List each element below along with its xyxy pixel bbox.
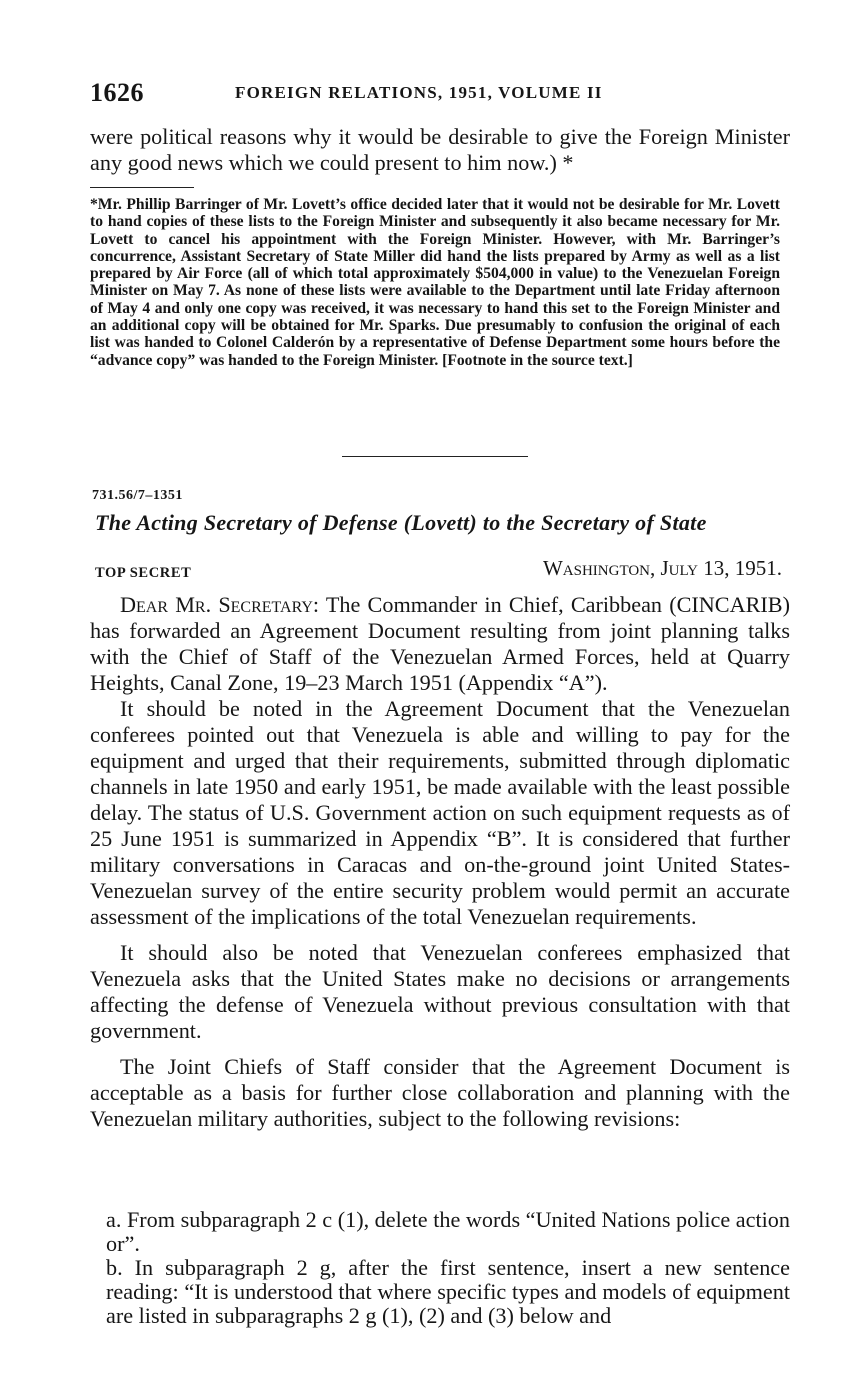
letter-paragraph-3: It should also be noted that Venezuelan conferees emphasized that Venezuela asks that the United States make no decisions or arrangements affecting the defense of Venezuela without previous consultation with that government.: [90, 940, 790, 1043]
continuation-text: were political reasons why it would be desirable to give the Foreign Minister any good news which we could present to him now.) *: [90, 124, 790, 175]
continuation-paragraph: [90, 124, 790, 176]
letter-body: [90, 592, 790, 1132]
letter-paragraph-2: It should be noted in the Agreement Document that the Venezuelan conferees pointed out that Venezuela is able and willing to pay for the equipment and urged that their requirements, submitted through diplomatic channels in late 1950 and early 1951, be made available with the least possible delay. The status of U.S. Government action on such equipment requests as of 25 June 1951 is summarized in Appendix “B”. It is considered that further military conversations in Caracas and on-the-ground joint United States-Venezuelan survey of the entire security problem would permit an accurate assessment of the implications of the total Venezuelan requirements.: [90, 696, 790, 929]
paragraph-1-text: The Commander in Chief, Caribbean (CINCARIB) has forwarded an Agreement Document resulting from joint planning talks with the Chief of Staff of the Venezuelan Armed Forces, held at Quarry Heights, Canal Zone, 19–23 March 1951 (Appendix “A”).: [90, 592, 790, 695]
revision-a: a. From subparagraph 2 c (1), delete the words “United Nations police action or”.: [106, 1207, 790, 1256]
page-number: 1626: [90, 78, 144, 107]
dateline: Washington, July 13, 1951.: [542, 556, 782, 580]
footnote: *Mr. Phillip Barringer of Mr. Lovett’s office decided later that it would not be desirable for Mr. Lovett to hand copies of these lists to the Foreign Minister and subsequently it also became necessary for Mr. Lovett to cancel his appointment with the Foreign Minister. However, with Mr. Barringer’s concurrence, Assistant Secretary of State Miller did hand the lists prepared by Army as well as a list prepared by Air Force (all of which total approximately $504,000 in value) to the Venezuelan Foreign Minister on May 7. As none of these lists were available to the Department until late Friday afternoon of May 4 and only one copy was received, it was necessary to hand this set to the Foreign Minister and an additional copy will be obtained for Mr. Sparks. Due presumably to confusion the original of each list was handed to Colonel Calderón by a representative of Defense Department some hours before the “advance copy” was handed to the Foreign Minister. [Footnote in the source text.]: [90, 196, 780, 369]
classification-label: TOP SECRET: [95, 565, 192, 581]
section-divider: [342, 456, 528, 457]
running-title: FOREIGN RELATIONS, 1951, VOLUME II: [235, 83, 603, 102]
document-title: The Acting Secretary of Defense (Lovett) to the Secretary of State: [95, 510, 707, 535]
footnote-rule: [90, 187, 194, 188]
revisions-list: [106, 1208, 790, 1328]
letter-paragraph-4: The Joint Chiefs of Staff consider that the Agreement Document is acceptable as a basis for further close collaboration and planning with the Venezuelan military authorities, subject to the following revisions:: [90, 1054, 790, 1131]
revision-b: b. In subparagraph 2 g, after the first sentence, insert a new sentence reading: “It is understood that where specific types and models of equipment are listed in subparagraphs 2 g (1), (2) and (3) below and: [106, 1255, 790, 1328]
running-head: [90, 78, 790, 112]
file-number: 731.56/7–1351: [92, 488, 183, 503]
letter-paragraph-1: [90, 592, 790, 696]
salutation: Dear Mr. Secretary:: [120, 592, 320, 617]
